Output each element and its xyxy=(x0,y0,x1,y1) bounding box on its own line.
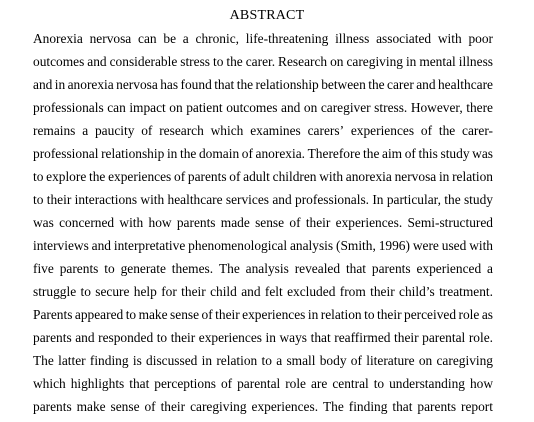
abstract-line-8: to their interactions with healthcare services and professionals. In particular, the study xyxy=(33,192,493,207)
abstract-line-12: struggle to secure help for their child and felt excluded from their child’s treatment. xyxy=(33,284,493,299)
abstract-line-7: to explore the experiences of parents of adult children with anorexia nervosa in relation xyxy=(33,169,493,184)
abstract-heading: ABSTRACT xyxy=(229,8,305,23)
abstract-line-17: parents make sense of their caregiving experiences. The finding that parents report xyxy=(33,399,493,414)
abstract-line-2: outcomes and considerable stress to the carer. Research on caregiving in mental illness xyxy=(33,54,493,69)
abstract-line-6: professional relationship in the domain of anorexia. Therefore the aim of this study was xyxy=(33,146,493,161)
abstract-line-13: Parents appeared to make sense of their experiences in relation to their perceived role as xyxy=(33,307,493,322)
abstract-line-5: remains a paucity of research which examines carers’ experiences of the carer- xyxy=(33,123,493,138)
abstract-line-14: parents and responded to their experiences in ways that reaffirmed their parental role. xyxy=(33,330,493,345)
abstract-line-11: five parents to generate themes. The analysis revealed that parents experienced a xyxy=(33,261,493,276)
abstract-line-16: which highlights that perceptions of parental role are central to understanding how xyxy=(33,376,493,391)
abstract-line-3: and in anorexia nervosa has found that the relationship between the carer and healthcare xyxy=(33,77,493,92)
abstract-line-10: interviews and interpretative phenomenological analysis (Smith, 1996) were used with xyxy=(33,238,493,253)
abstract-line-15: The latter finding is discussed in relation to a small body of literature on caregiving xyxy=(33,353,493,368)
abstract-line-4: professionals can impact on patient outcomes and on caregiver stress. However, there xyxy=(33,100,493,115)
abstract-line-9: was concerned with how parents made sense of their experiences. Semi-structured xyxy=(33,215,493,230)
abstract-line-1: Anorexia nervosa can be a chronic, life-threatening illness associated with poor xyxy=(33,31,493,46)
